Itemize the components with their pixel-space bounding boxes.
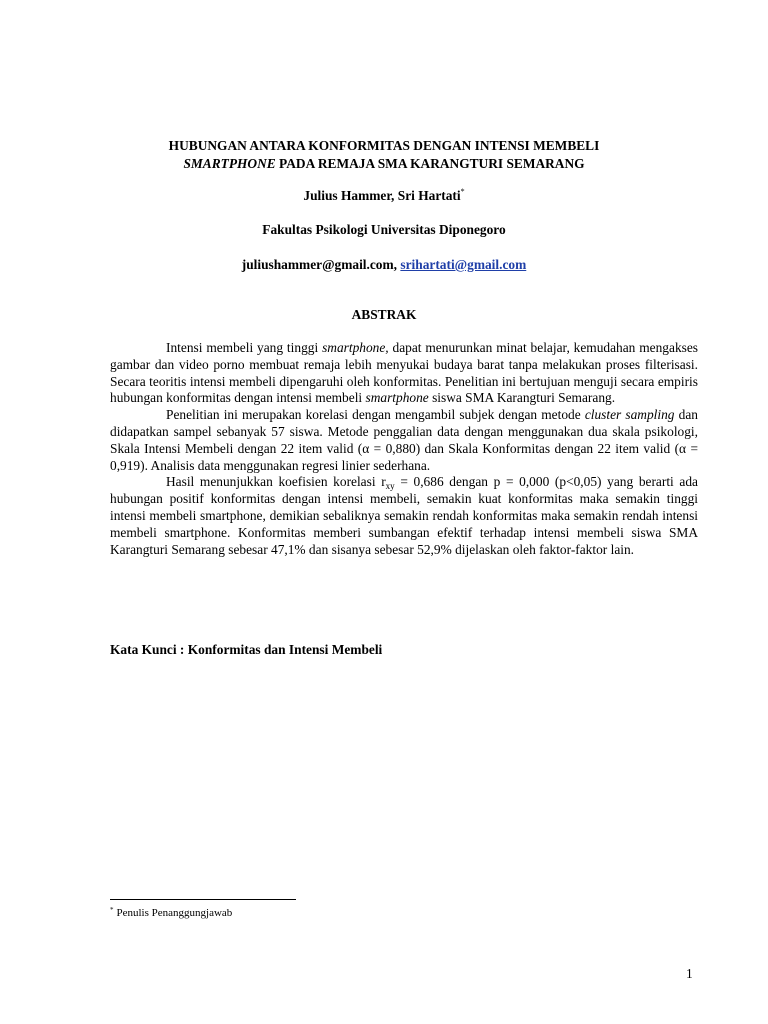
title-line-2 [0,155,768,173]
author-list [0,187,768,205]
abstract-paragraph-2 [110,407,698,474]
footnote-divider [110,899,296,900]
author-emails [0,256,768,274]
title-smartphone-italic: SMARTPHONE [183,156,276,171]
footnote [110,906,232,920]
footnote-text: Penulis Penanggungjawab [116,907,233,919]
abstract-p3-text-b: = 0,686 dengan p = 0,000 (p<0,05) yang berarti ada hubungan positif konformitas dengan intensi membeli, semakin kuat konformitas maka semakin tinggi intensi membeli smartphone, demikian sebaliknya semakin rendah konformitas maka semakin rendah intensi membeli smartphone. Konformitas memberi sumbangan efektif terhadap intensi membeli siswa SMA Karangturi Semarang sebesar 47,1% dan sisanya sebesar 52,9% dijelaskan oleh faktor-faktor lain. [110,474,698,557]
footnote-marker: * [110,906,114,914]
abstract-p1-italic-smartphone: smartphone, [322,340,389,355]
affiliation: Fakultas Psikologi Universitas Diponegoro [262,222,506,237]
title-line-1: HUBUNGAN ANTARA KONFORMITAS DENGAN INTENSI MEMBELI [168,138,600,153]
abstract-p2-text-a: Penelitian ini merupakan korelasi dengan mengambil subjek dengan metode [166,407,585,423]
abstract-p3-text-a: Hasil menunjukkan koefisien korelasi r [166,474,386,490]
paper-title [0,137,768,173]
abstract-p1-italic-smartphone-2: smartphone [365,390,429,406]
correlation-subscript: xy [385,481,395,492]
author-names: Julius Hammer, Sri Hartati [303,188,461,203]
abstract-paragraph-3 [110,474,698,558]
page-number: 1 [686,966,693,981]
abstract-heading: ABSTRAK [351,307,417,322]
abstract-p1-text-e: siswa SMA Karangturi Semarang. [428,390,616,406]
keywords: Kata Kunci : Konformitas dan Intensi Membeli [110,642,383,657]
abstract-body [110,340,698,558]
abstract-p2-text-c: dan didapatkan sampel sebanyak 57 siswa. Metode penggalian data dengan menggunakan dua skala psikologi, Skala Intensi Membeli dengan 22 item valid (α = 0,880) dan Skala Konformitas dengan 22 item valid (α = 0,919). Analisis data menggunakan regresi linier sederhana. [110,407,698,473]
abstract-p2-italic-cluster-sampling: cluster sampling [584,407,675,423]
abstract-p1-text-c: dapat menurunkan minat belajar, kemudahan mengakses gambar dan video porno membuat remaja lebih menyukai budaya barat tanpa melakukan proses filterisasi. Secara teoritis intensi membeli dipengaruhi oleh konformitas. Penelitian ini bertujuan menguji secara empiris hubungan konformitas dengan intensi membeli [110,340,699,406]
abstract-p1-text-a: Intensi membeli yang tinggi [166,340,323,355]
title-line-2-rest: PADA REMAJA SMA KARANGTURI SEMARANG [275,156,585,171]
author-footnote-marker: * [460,187,465,196]
email-link-second[interactable]: srihartati@gmail.com [400,257,527,272]
abstract-paragraph-1 [110,340,698,407]
email-first: juliushammer@gmail.com, [241,257,398,272]
